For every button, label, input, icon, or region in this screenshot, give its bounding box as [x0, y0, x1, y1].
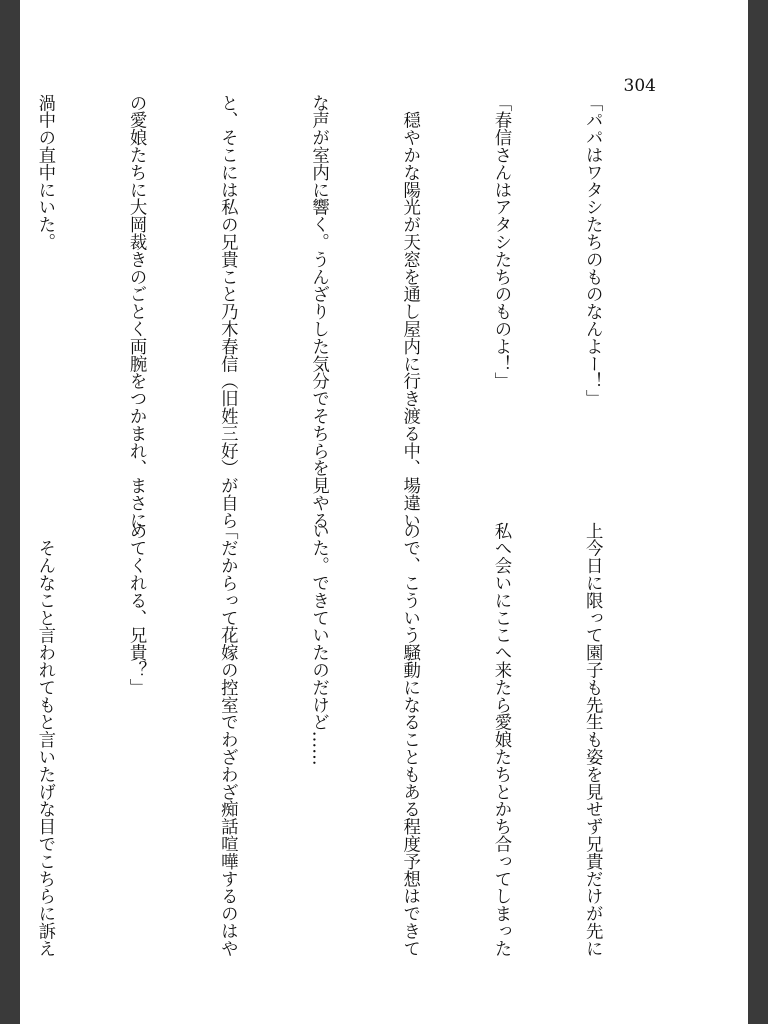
text-line: 穏やかな陽光が天窓を通し屋内に行き渡る中、場違い [399, 94, 420, 529]
text-line: いた。できていたのだけど…… [308, 522, 329, 766]
text-line: ので、こういう騒動になることもある程度予想はできて [399, 522, 420, 957]
text-line: 「パパはワタシたちのものなんよー！」 [582, 94, 603, 408]
text-line: な声が室内に響く。うんざりした気分でそちらを見やる [308, 94, 329, 529]
text-line: 私へ会いにここへ来たら愛娘たちとかち合ってしまった [490, 522, 511, 957]
text-line: の愛娘たちに大岡裁きのごとく両腕をつかまれ、まさに [126, 94, 147, 529]
text-line: めてくれる、兄貴？」 [126, 522, 147, 696]
text-line: 上今日に限って園子も先生も姿を見せず兄貴だけが先に [582, 522, 603, 957]
text-line: と、そこには私の兄貴こと乃木春信（旧姓三好）が自ら [217, 94, 238, 529]
text-line: 「だからって花嫁の控室でわざわざ痴話喧嘩するのはや [217, 522, 238, 957]
text-line: そんなこと言われてもと言いたげな目でこちらに訴え [34, 522, 55, 957]
upper-text-block [34, 94, 668, 529]
lower-text-block [34, 522, 668, 957]
page-number: 304 [623, 76, 656, 96]
text-line: 渦中の直中にいた。 [34, 94, 55, 251]
text-line: 「春信さんはアタシたちのものよ！」 [490, 94, 511, 390]
book-page [20, 0, 748, 1024]
